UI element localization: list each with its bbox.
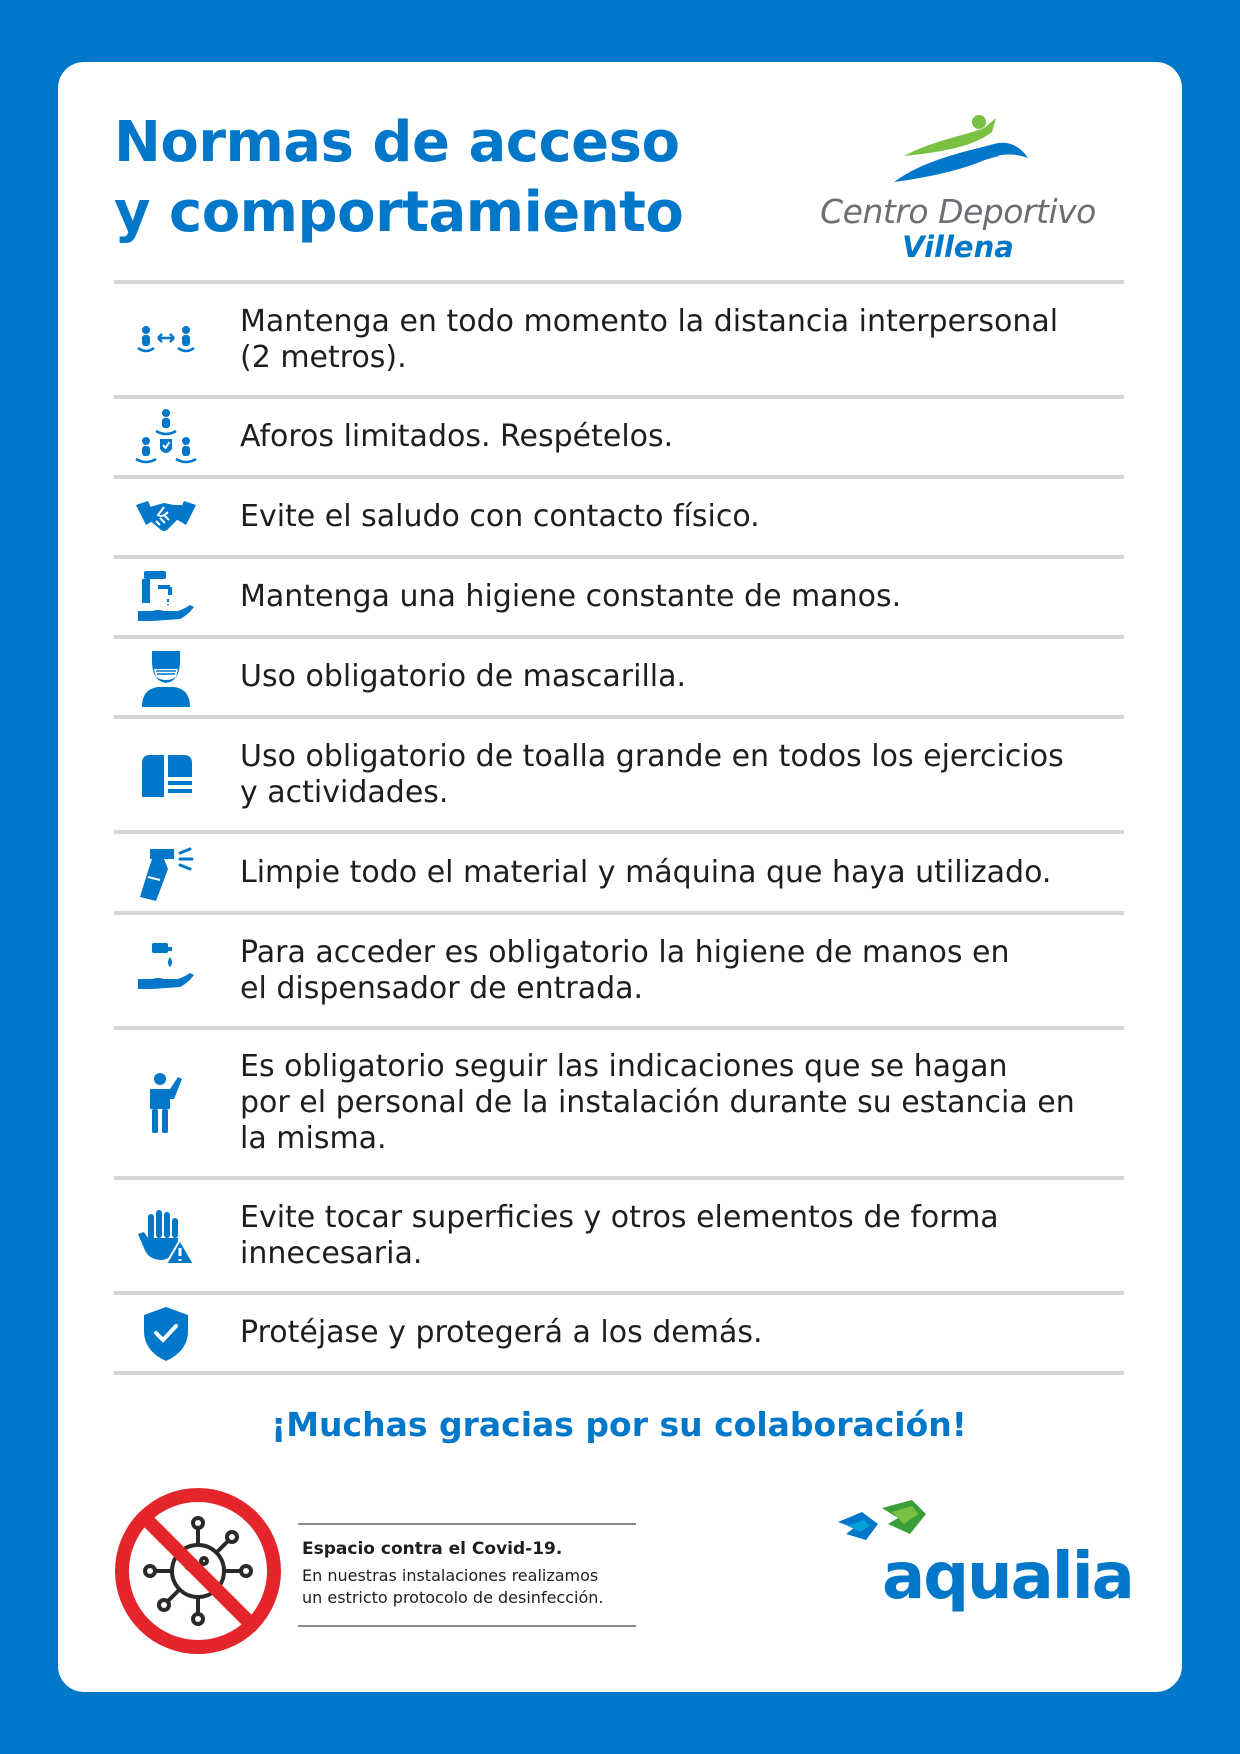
title-line-1: Normas de acceso [114, 110, 680, 175]
centro-deportivo-logo [808, 112, 1108, 262]
no-touch-hand-icon [134, 1204, 198, 1268]
rule-text: Protéjase y protegerá a los demás. [240, 1315, 763, 1350]
page-title [114, 108, 683, 248]
rule-item [114, 1295, 1124, 1371]
rule-item [114, 1180, 1124, 1291]
rule-item [114, 719, 1124, 830]
rule-text: Uso obligatorio de toalla grande en todos los ejercicios y actividades. [240, 738, 1064, 810]
rule-text: Uso obligatorio de mascarilla. [240, 659, 687, 694]
logo-text-line-1: Centro Deportivo [820, 192, 1096, 231]
rule-text: Limpie todo el material y máquina que haya utilizado. [240, 854, 1052, 890]
shield-check-icon [134, 1301, 198, 1365]
handshake-icon [134, 485, 198, 549]
rule-text: Evite tocar superficies y otros elementos de forma innecesaria. [240, 1199, 999, 1271]
rule-text: Para acceder es obligatorio la higiene de manos en el dispensador de entrada. [240, 934, 1010, 1006]
swimmer-logo-icon [884, 112, 1034, 190]
staff-person-icon [134, 1071, 198, 1135]
limited-capacity-icon [134, 405, 198, 469]
rule-item [114, 834, 1124, 911]
poster-card [58, 62, 1182, 1692]
rule-item [114, 559, 1124, 635]
title-line-2: y comportamiento [114, 180, 684, 245]
rule-item [114, 284, 1124, 395]
rule-text: Mantenga en todo momento la distancia interpersonal (2 metros). [240, 303, 1059, 375]
rule-item [114, 1030, 1124, 1176]
info-title: Espacio contra el Covid-19. [302, 1539, 563, 1559]
covid-info-box [298, 1523, 636, 1627]
aqualia-wordmark: aqualia [882, 1540, 1133, 1614]
hand-washing-icon [134, 565, 198, 629]
rule-text: Es obligatorio seguir las indicaciones que se hagan por el personal de la instalación durante su estancia en la misma. [240, 1049, 1075, 1156]
info-body: En nuestras instalaciones realizamos un estricto protocolo de desinfección. [302, 1566, 604, 1607]
social-distance-icon [134, 308, 198, 372]
rule-item [114, 915, 1124, 1026]
rule-text: Aforos limitados. Respételos. [240, 419, 674, 454]
spray-bottle-icon [134, 841, 198, 905]
towel-icon [134, 743, 198, 807]
logo-text-line-2: Villena [902, 230, 1014, 264]
separator [114, 1371, 1124, 1375]
no-virus-icon [114, 1487, 282, 1655]
rule-item [114, 399, 1124, 475]
aqualia-logo [838, 1500, 1133, 1630]
thanks-message: ¡Muchas gracias por su colaboración! [271, 1405, 967, 1444]
rule-text: Mantenga una higiene constante de manos. [240, 579, 902, 614]
rule-item [114, 639, 1124, 715]
rule-text: Evite el saludo con contacto físico. [240, 499, 760, 534]
rule-item [114, 479, 1124, 555]
hand-sanitizer-icon [134, 939, 198, 1003]
face-mask-icon [134, 645, 198, 709]
